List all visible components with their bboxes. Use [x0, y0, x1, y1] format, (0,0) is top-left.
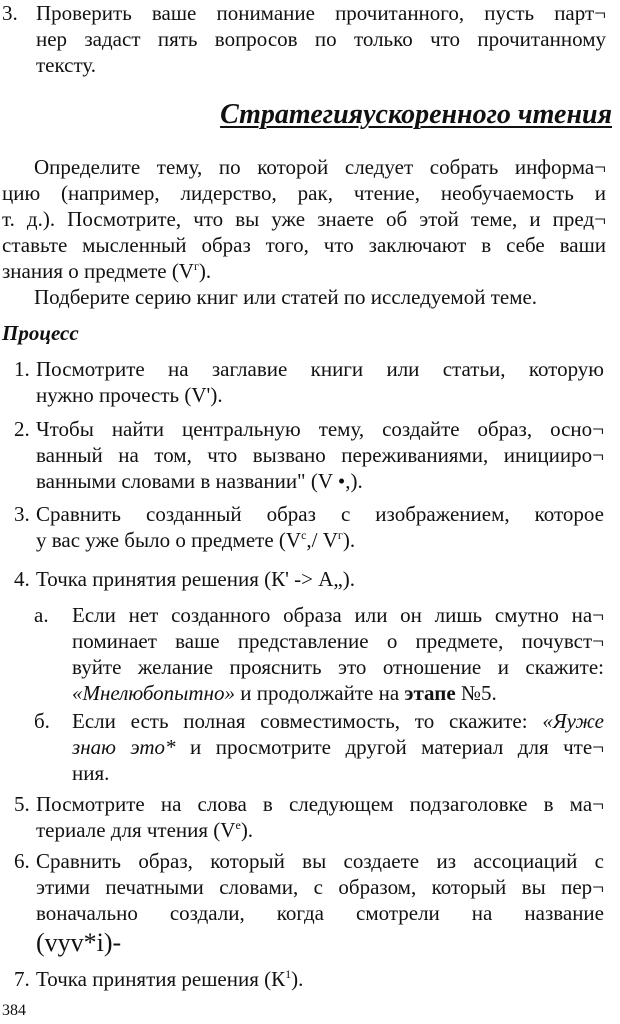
process-title: Процесс — [2, 321, 79, 345]
paragraph-books: Подберите серию книг или статей по исследуемой теме. — [34, 285, 538, 309]
step-5: 5. Посмотрите на слова в следующем подзаголовке в ма¬ териале для чтения $(V^е)$. — [14, 792, 604, 842]
step-4a: а. Если нет созданного образа или он лишь смутно на¬ поминает ваше представление о предмете, почувст¬ вуйте желание прояснить это отношение и скажите: «Мнелюбопытно» и продолжайте на этапе №5. — [34, 603, 604, 705]
step-4b: б. Если есть полная совместимость, то скажите: «Яуже знаю это* и просмотрите другой материал для чте¬ ния. — [34, 709, 604, 785]
intro-number: 3. — [2, 1, 18, 25]
intro-line: нер задаст пять вопросов по только что прочитанному — [36, 27, 606, 51]
step-4: 4. Точка принятия решения (К' -> А„). — [14, 567, 355, 591]
step-1: 1. Посмотрите на заглавие книги или статьи, которую нужно прочесть (V'). — [14, 357, 604, 407]
para-line: знания о предмете $(V^г)$. — [2, 259, 212, 283]
step-6: 6. Сравнить образ, который вы создаете из ассоциаций с этими печатными словами, с образом, который вы пер¬ воначально создали, когда смотрели на название (vyv*i)- — [14, 849, 604, 957]
intro-item — [2, 0, 606, 78]
para-line: т. д.). Посмотрите, что вы уже знаете об этой теме, и пред¬ — [2, 207, 606, 231]
page-number: 384 — [2, 1002, 26, 1019]
step-7: 7. Точка принятия решения $(К^1)$. — [14, 967, 304, 991]
section-heading: Стратегияускоренного чтения — [220, 99, 612, 130]
step-3: 3. Сравнить созданный образ с изображением, которое у вас уже было о предмете ($V^с,/$ $V^г$). — [14, 502, 604, 552]
step-2: 2. Чтобы найти центральную тему, создайте образ, осно¬ ванный на том, что вызвано переживаниями, иницииро¬ ванными словами в названии" (V •,). — [14, 417, 604, 493]
para-line: Определите тему, по которой следует собрать информа¬ — [34, 155, 606, 179]
intro-line: Проверить ваше понимание прочитанного, пусть парт¬ — [36, 1, 606, 25]
para-line: цию (например, лидерство, рак, чтение, необучаемость и — [2, 181, 606, 205]
para-line: ставьте мысленный образ того, что заключают в себе ваши — [2, 233, 606, 257]
paragraph-topic — [2, 154, 606, 284]
intro-line: тексту. — [36, 53, 97, 77]
